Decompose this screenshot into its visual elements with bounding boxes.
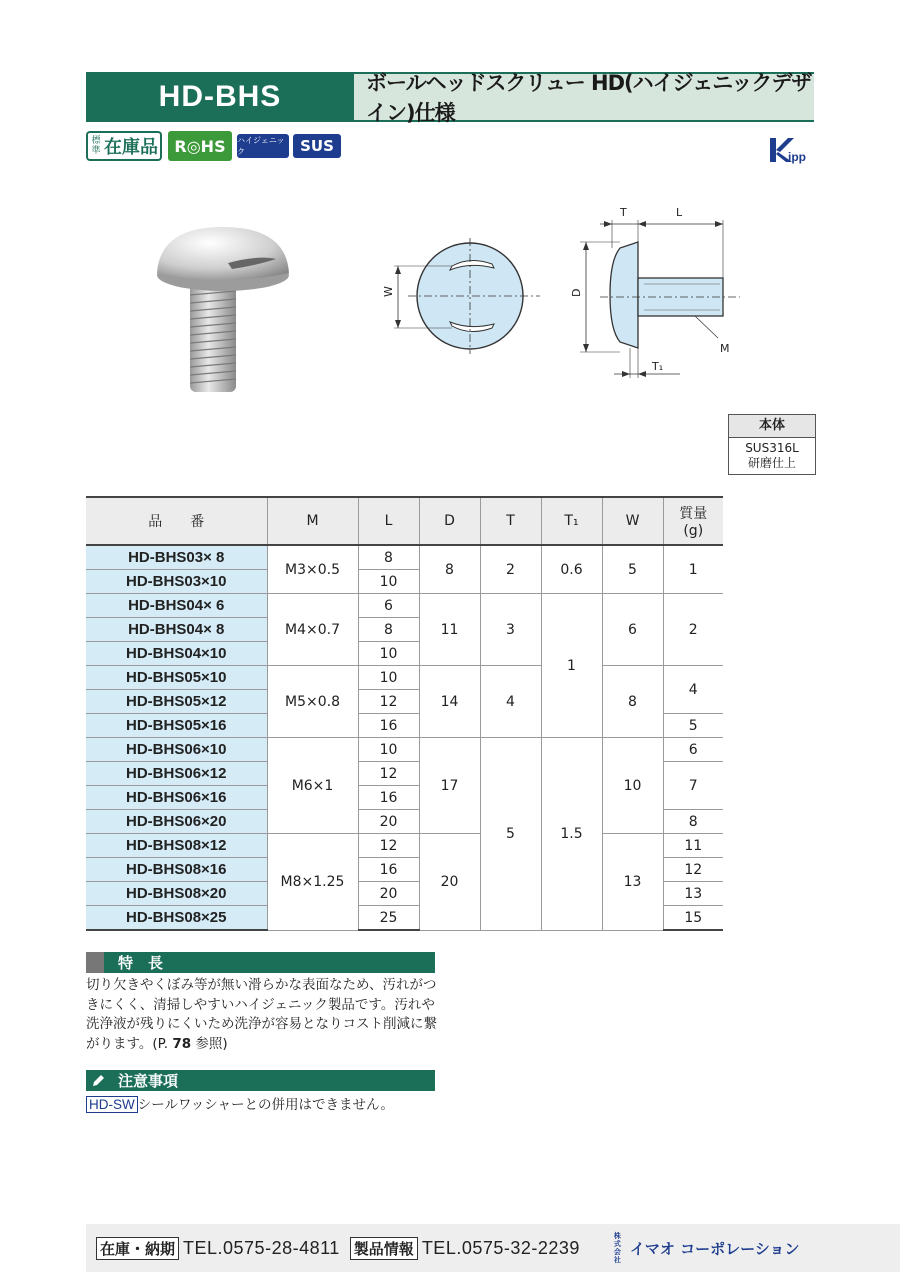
cell-w: 10: [602, 738, 663, 834]
col-mass-unit: (g): [683, 523, 704, 539]
part-number: HD-BHS08×12: [86, 834, 267, 858]
table-header-row: [86, 497, 723, 545]
cell-mass: 4: [663, 666, 723, 714]
part-number: HD-BHS06×10: [86, 738, 267, 762]
col-l: L: [358, 497, 419, 545]
col-m: M: [267, 497, 358, 545]
part-number: HD-BHS08×16: [86, 858, 267, 882]
cell-t: 4: [480, 666, 541, 738]
cell-l: 12: [358, 834, 419, 858]
notes-heading: [86, 1070, 435, 1091]
dim-w-label: W: [382, 286, 395, 297]
cell-l: 8: [358, 545, 419, 570]
rohs-badge: R◎HS: [168, 131, 232, 161]
table-row: [86, 545, 723, 570]
material-finish: 研磨仕上: [747, 456, 796, 470]
cell-m: M5×0.8: [267, 666, 358, 738]
part-number: HD-BHS04×10: [86, 642, 267, 666]
cell-l: 10: [358, 642, 419, 666]
product-title: ボールヘッドスクリュー HD(ハイジェニックデザイン)仕様: [354, 72, 814, 122]
cell-mass: 8: [663, 810, 723, 834]
cell-l: 20: [358, 810, 419, 834]
cell-mass: 6: [663, 738, 723, 762]
footer: [86, 1224, 900, 1272]
cell-l: 20: [358, 882, 419, 906]
cell-mass: 5: [663, 714, 723, 738]
cell-d: 17: [419, 738, 480, 834]
svg-text:ipp: ipp: [788, 150, 806, 164]
dim-m-label: M: [720, 342, 730, 355]
notes-body: シールワッシャーとの併用はできません。: [137, 1097, 394, 1113]
product-photo: [148, 225, 298, 395]
hygienic-badge: ハイジェニック: [237, 134, 289, 158]
cell-l: 12: [358, 762, 419, 786]
cell-t1: 1: [541, 594, 602, 738]
cell-l: 10: [358, 738, 419, 762]
pencil-icon: [86, 1070, 110, 1091]
material-box: [728, 414, 816, 475]
notes-text: [86, 1095, 438, 1116]
features-tab-marker: [86, 952, 104, 973]
table-row: [86, 738, 723, 762]
product-code: HD-BHS: [86, 72, 354, 122]
cell-mass: 13: [663, 882, 723, 906]
cell-l: 16: [358, 714, 419, 738]
sus-badge: SUS: [293, 134, 341, 158]
cell-t: 2: [480, 545, 541, 594]
stock-small-label: 標準: [91, 136, 101, 156]
cell-d: 8: [419, 545, 480, 594]
dim-t-label: T: [620, 206, 627, 219]
col-part-number: 品 番: [86, 497, 267, 545]
dim-l-label: L: [676, 206, 683, 219]
cell-mass: 12: [663, 858, 723, 882]
features-body: 切り欠きやくぼみ等が無い滑らかな表面なため、汚れがつきにくく、清掃しやすいハイジェニック製品です。汚れや洗浄液が残りにくいため洗浄が容易となりコスト削減に繋がります。(P.: [86, 977, 437, 1052]
company-name: イマオ コーポレーション: [629, 1239, 800, 1258]
col-t: T: [480, 497, 541, 545]
part-number: HD-BHS04× 6: [86, 594, 267, 618]
part-number: HD-BHS03×10: [86, 570, 267, 594]
col-mass-label: 質量: [679, 506, 708, 522]
col-w: W: [602, 497, 663, 545]
part-number: HD-BHS03× 8: [86, 545, 267, 570]
part-number: HD-BHS06×12: [86, 762, 267, 786]
part-number: HD-BHS04× 8: [86, 618, 267, 642]
part-number: HD-BHS05×10: [86, 666, 267, 690]
company-prefix: 株式会社: [613, 1232, 621, 1264]
company-brand: [614, 1232, 800, 1264]
cell-l: 10: [358, 666, 419, 690]
cell-mass: 2: [663, 594, 723, 666]
cell-m: M4×0.7: [267, 594, 358, 666]
cell-mass: 7: [663, 762, 723, 810]
side-view-drawing: [570, 200, 750, 385]
cell-t1: 1.5: [541, 738, 602, 931]
features-body-end: 参照): [195, 1035, 228, 1052]
col-t1: T₁: [541, 497, 602, 545]
features-text: [86, 976, 438, 1054]
stock-item-badge: [86, 131, 162, 161]
cell-d: 20: [419, 834, 480, 931]
cell-l: 16: [358, 858, 419, 882]
stock-contact-tel[interactable]: TEL.0575-28-4811: [183, 1237, 340, 1258]
dim-d-label: D: [570, 288, 583, 297]
kipp-logo-icon: [768, 136, 816, 166]
spec-table: [86, 496, 723, 931]
related-product-chip[interactable]: HD-SW: [86, 1096, 138, 1113]
dim-t1-label: T₁: [652, 360, 664, 373]
part-number: HD-BHS08×25: [86, 906, 267, 931]
cell-m: M6×1: [267, 738, 358, 834]
material-header: 本体: [729, 415, 815, 438]
cell-l: 12: [358, 690, 419, 714]
cell-w: 5: [602, 545, 663, 594]
col-d: D: [419, 497, 480, 545]
part-number: HD-BHS06×20: [86, 810, 267, 834]
part-number: HD-BHS08×20: [86, 882, 267, 906]
cell-l: 16: [358, 786, 419, 810]
cell-l: 8: [358, 618, 419, 642]
cell-t: 5: [480, 738, 541, 931]
cell-m: M8×1.25: [267, 834, 358, 931]
features-title: 特 長: [118, 954, 164, 972]
part-number: HD-BHS06×16: [86, 786, 267, 810]
front-view-drawing: [370, 230, 550, 360]
table-row: [86, 594, 723, 618]
cell-w: 13: [602, 834, 663, 931]
material-grade: SUS316L: [745, 441, 799, 455]
cell-d: 11: [419, 594, 480, 666]
product-info-tel[interactable]: TEL.0575-32-2239: [421, 1237, 580, 1258]
part-number: HD-BHS05×16: [86, 714, 267, 738]
cell-w: 8: [602, 666, 663, 738]
cell-mass: 15: [663, 906, 723, 931]
cell-l: 25: [358, 906, 419, 931]
cell-t: 3: [480, 594, 541, 666]
cell-d: 14: [419, 666, 480, 738]
cell-w: 6: [602, 594, 663, 666]
cell-l: 10: [358, 570, 419, 594]
cell-m: M3×0.5: [267, 545, 358, 594]
product-info-label: 製品情報: [350, 1237, 418, 1260]
col-mass: [663, 497, 723, 545]
features-page-ref: 78: [172, 1035, 192, 1052]
table-row: [86, 666, 723, 690]
part-number: HD-BHS05×12: [86, 690, 267, 714]
notes-title: 注意事項: [118, 1072, 179, 1090]
stock-contact-label: 在庫・納期: [96, 1237, 179, 1260]
stock-big-label: 在庫品: [104, 137, 158, 158]
features-heading: [86, 952, 435, 973]
cell-l: 6: [358, 594, 419, 618]
table-row: [86, 834, 723, 858]
cell-mass: 1: [663, 545, 723, 594]
cell-t1: 0.6: [541, 545, 602, 594]
cell-mass: 11: [663, 834, 723, 858]
